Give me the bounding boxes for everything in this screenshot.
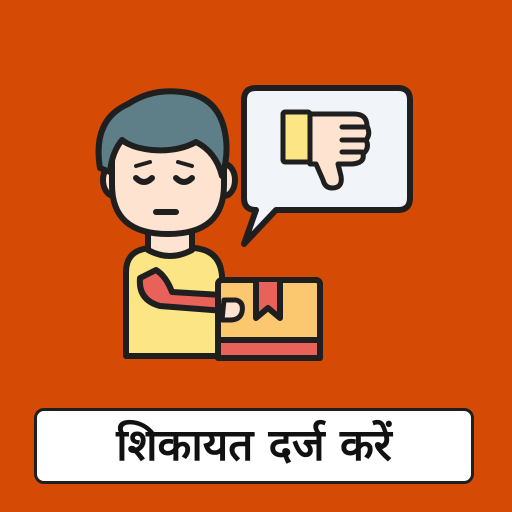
- hand-icon: [222, 300, 242, 320]
- file-complaint-button[interactable]: [34, 408, 474, 484]
- file-complaint-label: शिकायत दर्ज करें: [116, 420, 392, 471]
